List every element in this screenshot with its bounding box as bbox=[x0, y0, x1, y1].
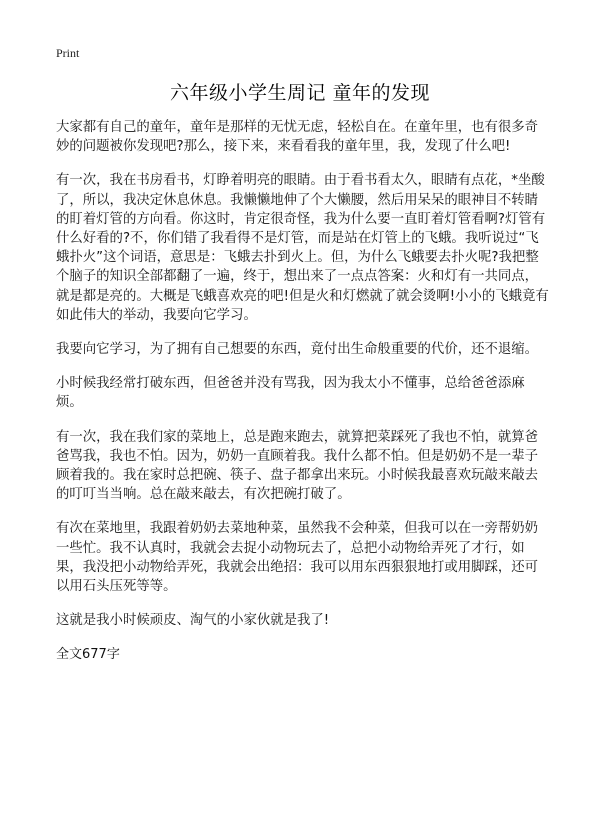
print-label: Print bbox=[56, 46, 80, 60]
paragraph-conclusion: 这就是我小时候顽皮、淘气的小家伙就是我了! bbox=[56, 613, 330, 629]
document-title: 六年级小学生周记 童年的发现 bbox=[169, 82, 431, 104]
article-body bbox=[56, 118, 551, 664]
paragraph-breaking-things: 小时候我经常打破东西，但爸爸并没有骂我，因为我太小不懂事，总给爸爸添麻烦。 bbox=[56, 376, 525, 411]
word-count: 全文677字 bbox=[56, 647, 120, 663]
paragraph-learn-from-moth: 我要向它学习，为了拥有自己想要的东西，竟付出生命般重要的代价，还不退缩。 bbox=[56, 342, 539, 358]
paragraph-moth-story: 有一次，我在书房看书，灯睁着明亮的眼睛。由于看书看太久，眼睛有点花，*坐酸了，所以，我决定休息休息。我懒懒地伸了个大懒腰，然后用呆呆的眼神目不转睛的盯着灯管的方向看。你这时，肯定很奇怪，我为什么要一直盯着灯管看啊?灯管有什么好看的?不，你们错了我看得不是灯管，而是站在灯管上的飞蛾。我听说过“飞蛾扑火”这个词语，意思是：飞蛾去扑到火上。但，为什么飞蛾要去扑火呢?我把整个脑子的知识全部都翻了一遍，终于，想出来了一点点答案：火和灯有一共同点，就是都是亮的。大概是飞蛾喜欢亮的吧!但是火和灯燃就了就会烫啊!小小的飞蛾竟有如此伟大的举动，我要向它学习。 bbox=[56, 173, 549, 323]
paragraph-intro: 大家都有自己的童年，童年是那样的无忧无虑，轻松自在。在童年里，也有很多奇妙的问题被你发现吧?那么，接下来，来看看我的童年里，我，发现了什么吧! bbox=[56, 120, 539, 155]
paragraph-vegetable-garden: 有一次，我在我们家的菜地上，总是跑来跑去，就算把菜踩死了我也不怕，就算爸爸骂我，我也不怕。因为，奶奶一直顾着我。我什么都不怕。但是奶奶不是一辈子顾着我的。我在家时总把碗、筷子、盘子都拿出来玩。小时候我最喜欢玩敲来敲去的叮叮当当响。总在敲来敲去，有次把碗打破了。 bbox=[56, 429, 539, 503]
paragraph-planting-with-grandma: 有次在菜地里，我跟着奶奶去菜地种菜，虽然我不会种菜，但我可以在一旁帮奶奶一些忙。我不认真时，我就会去捉小动物玩去了，总把小动物给弄死了才行，如果，我没把小动物给弄死，我就会出绝招：我可以用东西狠狠地打或用脚踩，还可以用石头压死等等。 bbox=[56, 521, 539, 595]
